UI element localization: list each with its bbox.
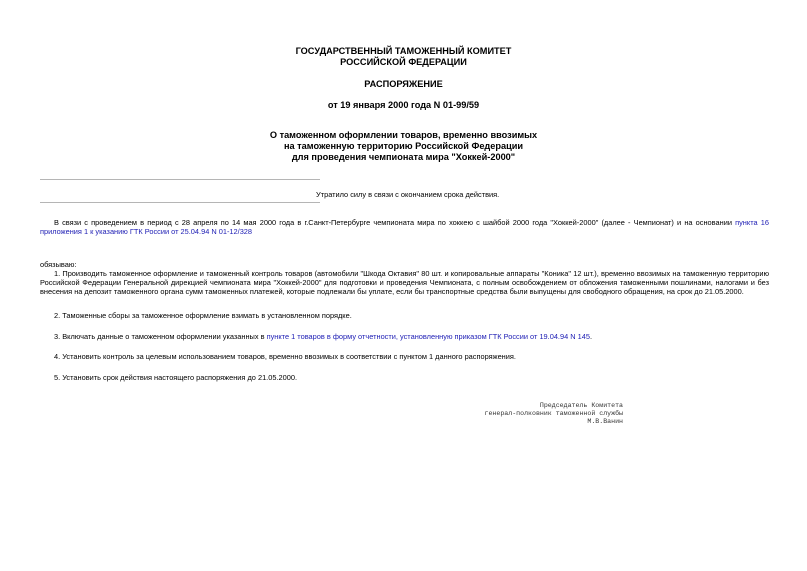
item-3-reference-link[interactable]: пункте 1 товаров в форму отчетности, установленную приказом ГТК России от 19.04.94 N 145 [266, 332, 590, 341]
item-3-tail: . [589, 332, 593, 341]
document-title-line3: для проведения чемпионата мира "Хоккей-2000" [291, 152, 516, 162]
organization-name-line2: РОССИЙСКОЙ ФЕДЕРАЦИИ [340, 57, 467, 67]
item-3-text: 3. Включать данные о таможенном оформлении указанных в [54, 332, 267, 341]
item-3 [40, 332, 769, 341]
preamble-text: В связи с проведением в период с 28 апреля по 14 мая 2000 года в г.Санкт-Петербурге чемпионата мира по хоккею с шайбой 2000 года "Хоккей-2000" (далее - Чемпионат) и на основании [54, 218, 736, 227]
preamble-paragraph [40, 218, 769, 236]
document-title-line2: на таможенную территорию Российской Федерации [283, 141, 524, 151]
signature-position: Председатель Комитета [539, 402, 623, 409]
status-note: Утратило силу в связи с окончанием срока действия. [316, 190, 500, 199]
item-4: 4. Установить контроль за целевым использованием товаров, временно ввозимых в соответствии с пунктом 1 данного распоряжения. [54, 352, 516, 361]
item-5: 5. Установить срок действия настоящего распоряжения до 21.05.2000. [54, 373, 298, 382]
document-type: РАСПОРЯЖЕНИЕ [364, 79, 443, 89]
preamble-reference-link[interactable]: пункта 16 приложения 1 к указанию ГТК России от 25.04.94 N 01-12/328 [40, 218, 769, 237]
organization-name-line1: ГОСУДАРСТВЕННЫЙ ТАМОЖЕННЫЙ КОМИТЕТ [295, 46, 512, 56]
item-2: 2. Таможенные сборы за таможенное оформление взимать в установленном порядке. [54, 311, 352, 320]
signature-rank: генерал-полковник таможенной службы [484, 410, 623, 417]
obligate-word: обязываю: [40, 260, 77, 269]
signature-name: М.В.Ванин [587, 418, 623, 425]
document-date-number: от 19 января 2000 года N 01-99/59 [327, 100, 480, 110]
document-title-line1: О таможенном оформлении товаров, временно ввозимых [269, 130, 538, 140]
separator-line-bottom [40, 202, 320, 203]
item-1: 1. Производить таможенное оформление и таможенный контроль товаров (автомобили "Шкода Октавия" 80 шт. и копировальные аппараты "Коника" 12 шт.), временно ввозимых на таможенную территорию Российской Федерации Генеральной дирекцией чемпионата мира "Хоккей-2000" для подготовки и проведения Чемпионата, с полным освобождением от обложения таможенными пошлинами, налогами и без внесения на депозит таможенного органа сумм таможенных платежей, которые подлежали бы уплате, если бы транспортные средства были выпущены для свободного обращения, на срок до 21.05.2000. [40, 269, 769, 297]
separator-line-top [40, 179, 320, 180]
